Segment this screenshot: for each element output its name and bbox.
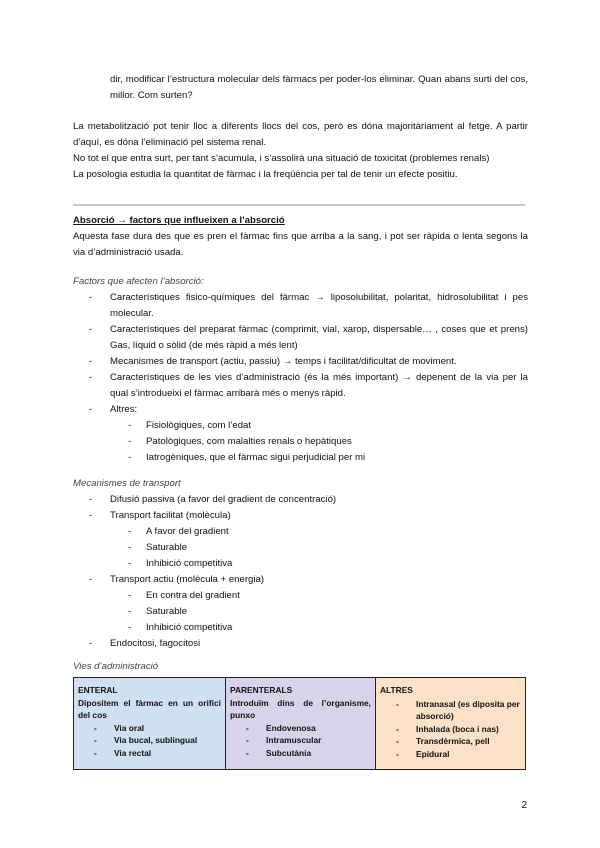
routes-heading: Vies d’administració bbox=[73, 661, 159, 672]
paragraph-toxicity: No tot el que entra surt, per tant s’acumula, i s’assolirà una situació de toxicitat (problemes renals) bbox=[73, 153, 490, 164]
enteral-lead: Dipositem el fàrmac en un orifici del cos bbox=[78, 697, 221, 720]
list-item: - A favor del gradient bbox=[73, 524, 528, 540]
list-item: - Subcutània bbox=[230, 747, 371, 760]
list-item: - Patològiques, com malalties renals o hepàtiques bbox=[73, 434, 528, 450]
page-number: 2 bbox=[521, 800, 527, 811]
section-divider bbox=[73, 204, 525, 206]
transport-heading: Mecanismes de transport bbox=[73, 478, 181, 489]
list-item: - Inhalada (boca i nas) bbox=[380, 723, 521, 736]
list-item: - Mecanismes de transport (actiu, passiu) → temps i facilitat/dificultat de moviment. bbox=[73, 354, 528, 370]
altres-head: ALTRES bbox=[380, 685, 413, 695]
list-item: - Endocitosi, fagocitosi bbox=[73, 636, 528, 652]
list-item: - Transport facilitat (molècula) bbox=[73, 508, 528, 524]
list-item: - Inhibició competitiva bbox=[73, 620, 528, 636]
factors-list bbox=[73, 290, 528, 466]
list-item: - Iatrogèniques, que el fàrmac sigui perjudicial per mi bbox=[73, 450, 528, 466]
parenteral-lead: Introduïm dins de l’organisme, punxo bbox=[230, 697, 371, 720]
list-item: - Característiques del preparat fàrmac (comprimit, vial, xarop, dispersable… , coses que et prens) Gas, líquid o sòlid (de més ràpid a més lent) bbox=[73, 322, 528, 354]
list-item: - Epidural bbox=[380, 748, 521, 761]
list-item: - Intramuscular bbox=[230, 734, 371, 747]
list-item: - Transport actiu (molècula + energia) bbox=[73, 572, 528, 588]
altres-list bbox=[380, 698, 521, 761]
routes-table bbox=[73, 677, 526, 770]
list-item: - Inhibició competitiva bbox=[73, 556, 528, 572]
list-item: - Saturable bbox=[73, 540, 528, 556]
enteral-column bbox=[74, 678, 226, 769]
list-item: - Transdèrmica, pell bbox=[380, 735, 521, 748]
list-item: - Intranasal (es diposita per absorció) bbox=[380, 698, 521, 723]
list-item: - Via oral bbox=[78, 722, 221, 735]
transport-list bbox=[73, 492, 528, 652]
list-item: - Via rectal bbox=[78, 747, 221, 760]
list-item: - Característiques fisico-químiques del fàrmac → liposolubilitat, polaritat, hidrosolubilitat i pes molecular. bbox=[73, 290, 528, 322]
list-item: - Característiques de les vies d’administració (és la més important) → depenent de la via per la qual s’introdueixi el fàrmac arribarà més o menys ràpid. bbox=[73, 370, 528, 402]
enteral-head: ENTERAL bbox=[78, 685, 118, 695]
list-item: - Fisiològiques, com l’edat bbox=[73, 418, 528, 434]
list-item: - Via bucal, sublingual bbox=[78, 734, 221, 747]
parenteral-list bbox=[230, 722, 371, 760]
paragraph-metabolism: La metabolització pot tenir lloc a diferents llocs del cos, però es dóna majoritàriament al fetge. A partir d’aquí, es dóna l’eliminació pel sistema renal. bbox=[73, 121, 528, 148]
enteral-list bbox=[78, 722, 221, 760]
altres-column bbox=[376, 678, 525, 769]
factors-heading: Factors que afecten l’absorció: bbox=[73, 276, 204, 287]
list-item: - Endovenosa bbox=[230, 722, 371, 735]
list-item: - En contra del gradient bbox=[73, 588, 528, 604]
parenteral-column bbox=[226, 678, 376, 769]
list-item: - Saturable bbox=[73, 604, 528, 620]
list-item: - Altres: bbox=[73, 402, 528, 418]
list-item: - Difusió passiva (a favor del gradient de concentració) bbox=[73, 492, 528, 508]
section-text: Aquesta fase dura des que es pren el fàrmac fins que arriba a la sang, i pot ser ràpida o lenta segons la via d’administració usada. bbox=[73, 231, 528, 258]
parenteral-head: PARENTERALS bbox=[230, 685, 293, 695]
intro-paragraph: dir, modificar l’estructura molecular dels fàrmacs per poder-los eliminar. Quan abans surti del cos, millor. Com surten? bbox=[110, 74, 528, 101]
section-title: Absorció → factors que influeixen a l’absorció bbox=[73, 215, 285, 226]
paragraph-posology: La posologia estudia la quantitat de fàrmac i la freqüència per tal de tenir un efecte positiu. bbox=[73, 169, 458, 180]
